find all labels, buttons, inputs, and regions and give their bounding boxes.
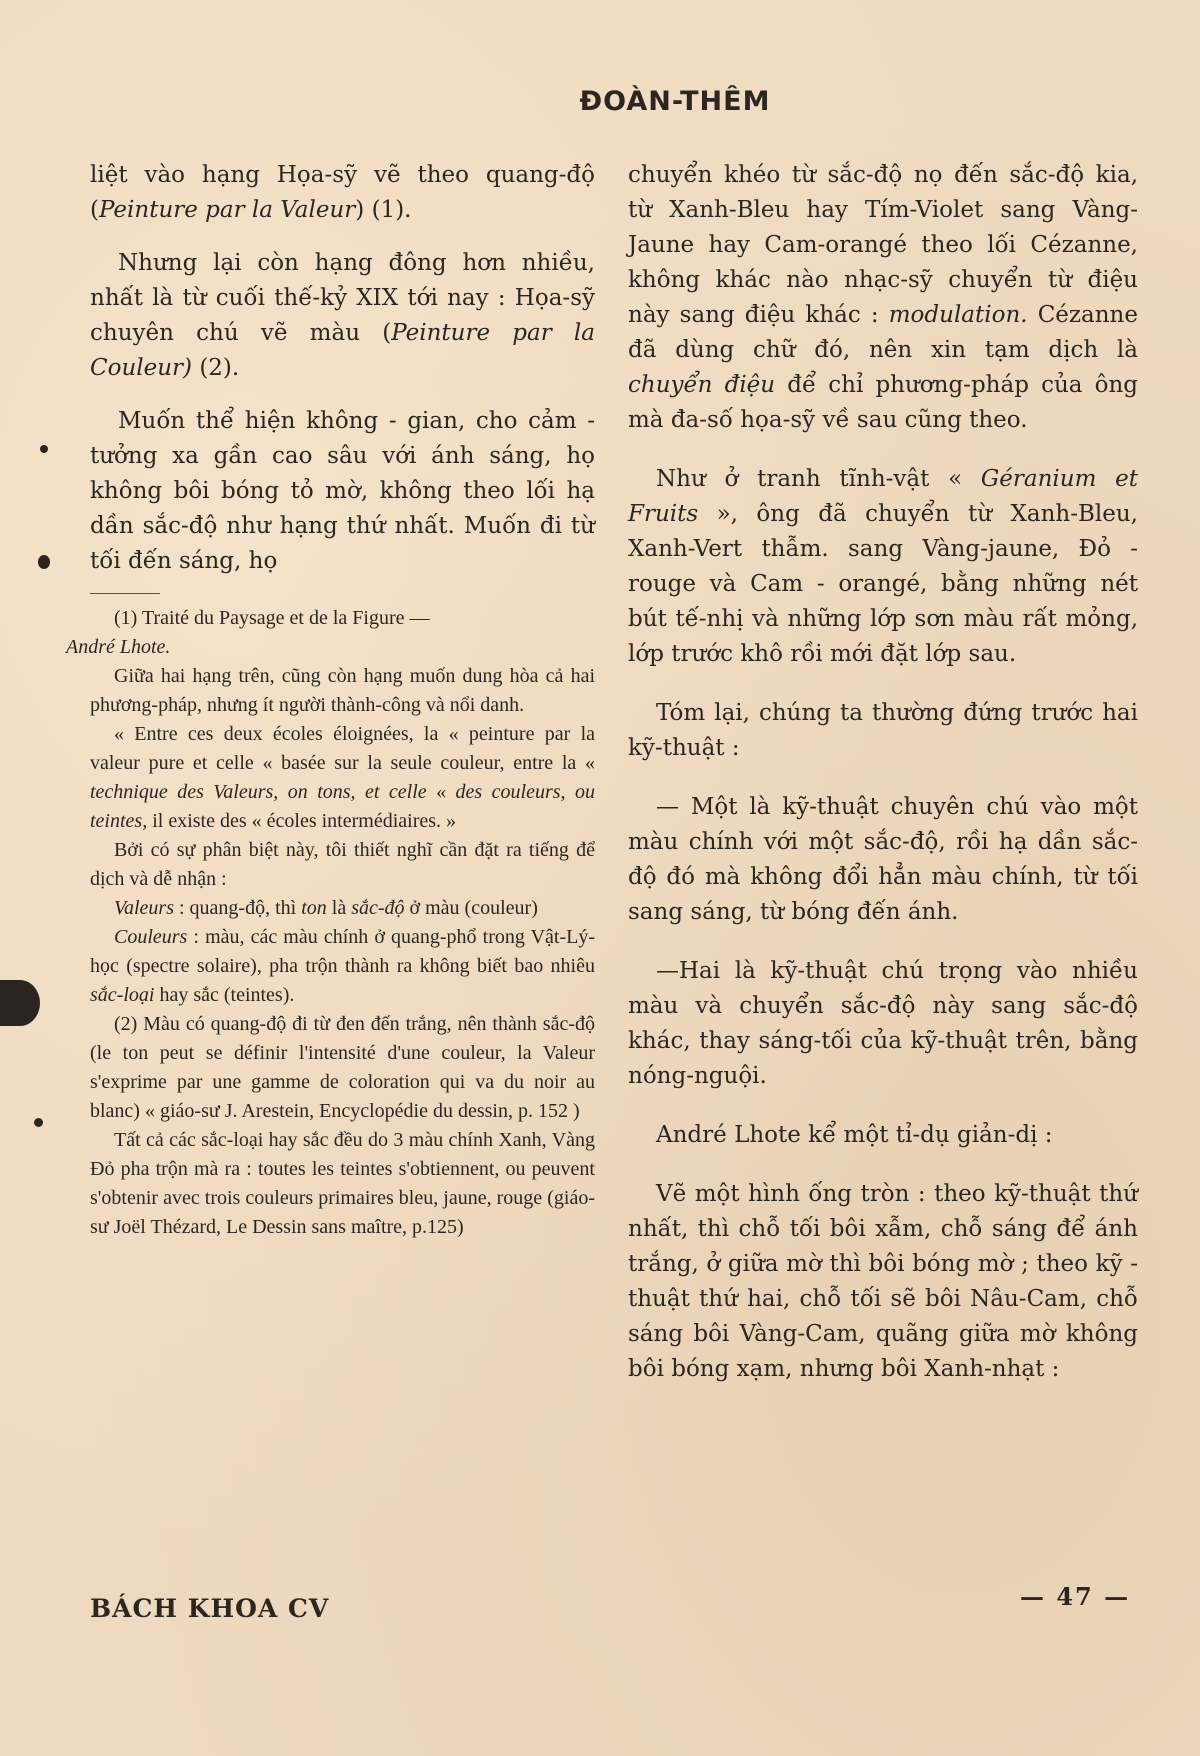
footnote: Tất cả các sắc-loại hay sắc đều do 3 màu chính Xanh, Vàng Đỏ pha trộn mà ra : toutes les teintes s'obtiennent, ou peuvent s'obtenir avec trois couleurs primaires bleu, jaune, rouge (giáo-sư Joël Thézard, Le Dessin sans maître, p.125) — [90, 1129, 595, 1238]
footnote-quote: « Entre ces deux écoles éloignées, la « peinture par la valeur pure et celle « basée sur la seule couleur, entre la « technique des Valeurs, on tons, et celle « des couleurs, ou teintes, il existe des « écoles intermédiaires. » — [90, 723, 595, 832]
paragraph: Vẽ một hình ống tròn : theo kỹ-thuật thứ nhất, thì chỗ tối bôi xẫm, chỗ sáng để ánh trắng, ở giữa mờ thì bôi bóng mờ ; theo kỹ - thuật thứ hai, chỗ tối sẽ bôi Nâu-Cam, chỗ sáng bôi Vàng-Cam, quãng giữa mờ không bôi bóng xạm, nhưng bôi Xanh-nhạt : — [628, 1181, 1138, 1382]
footnote: Valeurs : quang-độ, thì ton là sắc-độ ở màu (couleur) — [114, 897, 538, 919]
paragraph: — Một là kỹ-thuật chuyên chú vào một màu chính với một sắc-độ, rồi hạ dần sắc-độ đó mà không đổi hẳn màu chính, từ tối sang sáng, từ bóng đến ánh. — [628, 794, 1138, 925]
paragraph: liệt vào hạng Họa-sỹ vẽ theo quang-độ (Peinture par la Valeur) (1). — [90, 162, 595, 223]
footnote: Bởi có sự phân biệt này, tôi thiết nghĩ cần đặt ra tiếng để dịch và dễ nhận : — [90, 839, 595, 890]
paragraph: Nhưng lại còn hạng đông hơn nhiều, nhất là từ cuối thế-kỷ XIX tới nay : Họa-sỹ chuyên chú vẽ màu (Peinture par la Couleur) (2). — [90, 250, 595, 381]
paragraph: Muốn thể hiện không - gian, cho cảm - tưởng xa gần cao sâu với ánh sáng, họ không bôi bóng tỏ mờ, không theo lối hạ dần sắc-độ như hạng thứ nhất. Muốn đi từ tối đến sáng, họ — [90, 408, 595, 574]
edge-mark — [40, 445, 48, 453]
right-column — [628, 158, 1138, 1387]
paragraph: chuyển khéo từ sắc-độ nọ đến sắc-độ kia, từ Xanh-Bleu hay Tím-Violet sang Vàng-Jaune hay Cam-orangé theo lối Cézanne, không khác nào nhạc-sỹ chuyển từ điệu này sang điệu khác : modulation. Cézanne đã dùng chữ đó, nên xin tạm dịch là chuyển điệu để chỉ phương-pháp của ông mà đa-số họa-sỹ về sau cũng theo. — [628, 162, 1138, 433]
footnote-divider — [90, 593, 160, 594]
footnote: Giữa hai hạng trên, cũng còn hạng muốn dung hòa cả hai phương-pháp, nhưng ít người thành-công và nổi danh. — [90, 665, 595, 716]
paragraph: —Hai là kỹ-thuật chú trọng vào nhiều màu và chuyển sắc-độ này sang sắc-độ khác, thay sáng-tối của kỹ-thuật trên, bằng nóng-nguội. — [628, 958, 1138, 1089]
paragraph: Tóm lại, chúng ta thường đứng trước hai kỹ-thuật : — [628, 700, 1138, 761]
page-header: ĐOÀN-THÊM — [579, 86, 771, 117]
page-number: — 47 — — [1020, 1582, 1131, 1611]
edge-mark — [34, 1118, 43, 1127]
paragraph: André Lhote kể một tỉ-dụ giản-dị : — [656, 1122, 1053, 1148]
left-column — [66, 158, 595, 1242]
footnote: (1) Traité du Paysage et de la Figure — André Lhote. — [66, 607, 430, 658]
footnote: (2) Màu có quang-độ đi từ đen đến trắng, nên thành sắc-độ (le ton peut se définir l'intensité d'une couleur, la Valeur s'exprime par une gamme de coloration qui va du noir au blanc) « giáo-sư J. Arestein, Encyclopédie du dessin, p. 152 ) — [90, 1013, 595, 1122]
paragraph: Như ở tranh tĩnh-vật « Géranium et Fruits », ông đã chuyển từ Xanh-Bleu, Xanh-Vert thẫm. sang Vàng-jaune, Đỏ - rouge và Cam - orangé, bằng những nét bút tế-nhị và những lớp sơn màu rất mỏng, lớp trước khô rồi mới đặt lớp sau. — [628, 466, 1139, 667]
edge-mark — [0, 980, 40, 1026]
footnote: Couleurs : màu, các màu chính ở quang-phổ trong Vật-Lý-học (spectre solaire), pha trộn thành ra không biết bao nhiêu sắc-loại hay sắc (teintes). — [90, 926, 595, 1006]
edge-mark — [38, 555, 50, 569]
magazine-name: BÁCH KHOA CV — [90, 1594, 330, 1623]
